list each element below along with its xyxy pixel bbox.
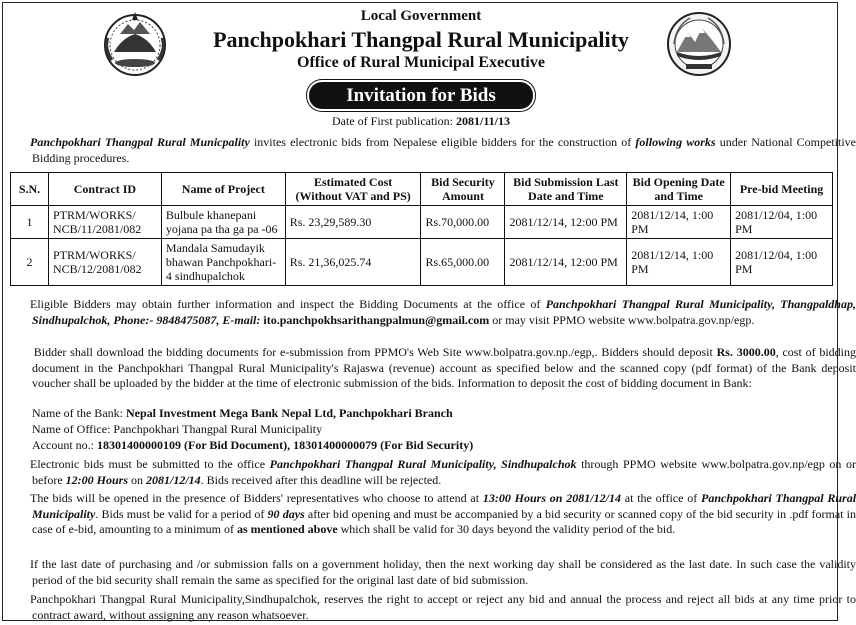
header-contract-id: Contract ID <box>48 173 161 206</box>
email-address: ito.panchpokhsarithangpalmun@gmail.com <box>260 312 490 327</box>
cell-project-name: Bulbule khanepani yojana pa tha ga pa -06 <box>161 206 285 239</box>
p5-text-d: after bid opening and must be accompanied by a bid security or scanned copy of the bid security in .pdf format in case of e-bid, amounting to a minimum of <box>32 506 856 537</box>
bank-name-value: Nepal Investment Mega Bank Nepal Ltd, Panchpokhari Branch <box>125 406 453 420</box>
p4-text-c: on <box>128 472 146 487</box>
p3-text-b: , cost of bidding document in the Panchpokhari Thangpal Rural Municipality's Rajaswa (revenue) account as specified below and the scanned copy (pdf format) of the Bank deposit voucher shall be uploaded by the bidder at the time of electronic submission of the bids. Information to deposit the cost of bidding document in Bank: <box>32 345 856 391</box>
header-office-name: Office of Rural Municipal Executive <box>297 54 545 71</box>
p4-text-b: through PPMO website www.bolpatra.gov.np/egp on or before <box>32 457 856 487</box>
cell-prebid-meeting: 2081/12/04, 1:00 PM <box>731 206 833 239</box>
paragraph-number <box>10 345 30 361</box>
paragraph-3 <box>10 345 856 392</box>
header-sn: S.N. <box>11 173 49 206</box>
p6-text: If the last date of purchasing and /or submission falls on a government holiday, then the next working day shall be considered as the last date. In such case the validity period of the bid security shall remain the same as specified for the original last date of bid submission. <box>30 557 856 587</box>
header-municipality-name: Panchpokhari Thangpal Rural Municipality <box>213 27 629 52</box>
cell-bid-security: Rs.65,000.00 <box>421 239 505 286</box>
table-header-row <box>11 173 833 206</box>
paragraph-number <box>10 297 30 313</box>
p1-text-b: under National Competitive Bidding procedures. <box>32 135 856 165</box>
bids-table <box>10 172 833 286</box>
publication-date-label: Date of First publication: <box>332 114 456 128</box>
p5-text-c: . Bids must be valid for a period of <box>95 506 268 521</box>
table-row <box>11 206 833 239</box>
header-project-name: Name of Project <box>161 173 285 206</box>
p4-text-a: Electronic bids must be submitted to the office <box>30 457 270 471</box>
deadline-date: 2081/12/14 <box>146 472 201 487</box>
opening-time: 13:00 Hours on 2081/12/14 <box>482 491 621 505</box>
header-bid-security: Bid Security Amount <box>421 173 505 206</box>
invitation-banner: Invitation for Bids <box>309 82 533 109</box>
cell-opening-date: 2081/12/14, 1:00 PM <box>627 206 731 239</box>
p7-text: Panchpokhari Thangpal Rural Municipality,Sindhupalchok, reserves the right to accept or reject any bid and annual the process and reject all bids at any time prior to contract award, without assigning any reason whatsoever. <box>30 592 856 622</box>
municipality-name: Panchpokhari Thangpal Rural Municpality <box>30 135 250 149</box>
p5-text-b: at the office of <box>620 491 702 505</box>
table-row <box>11 239 833 286</box>
deadline-time: 12:00 Hours <box>65 472 128 487</box>
cell-estimated-cost: Rs. 21,36,025.74 <box>285 239 421 286</box>
cell-prebid-meeting: 2081/12/04, 1:00 PM <box>731 239 833 286</box>
cell-submission-date: 2081/12/14, 12:00 PM <box>505 206 627 239</box>
paragraph-6 <box>10 557 856 588</box>
cell-bid-security: Rs.70,000.00 <box>421 206 505 239</box>
p2-text-a: Eligible Bidders may obtain further information and inspect the Bidding Documents at the office of <box>30 297 546 311</box>
mention-phrase: as mentioned above <box>236 522 338 537</box>
cell-contract-id: PTRM/WORKS/ NCB/12/2081/082 <box>48 239 161 286</box>
p5-text-a: The bids will be opened in the presence of Bidders' representatives who choose to attend at <box>30 491 483 505</box>
header-opening-date: Bid Opening Date and Time <box>627 173 731 206</box>
header-estimated-cost: Estimated Cost (Without VAT and PS) <box>285 173 421 206</box>
office-contact: Panchpokhari Thangpal Rural Municipality, Thangpaldhap, Sindhupalchok, Phone:- 9848475087, E-mail: <box>32 297 856 327</box>
paragraph-1 <box>10 135 856 166</box>
account-number-label: Account no.: <box>32 438 97 452</box>
paragraph-number <box>10 592 30 608</box>
paragraph-number <box>10 135 30 151</box>
document-cost: Rs. 3000.00 <box>716 345 776 359</box>
bank-name-line <box>10 406 856 422</box>
paragraph-5 <box>10 491 856 538</box>
cell-opening-date: 2081/12/14, 1:00 PM <box>627 239 731 286</box>
p3-text-a: Bidder shall download the bidding documents for e-submission from PPMO's Web Site www.bolpatra.gov.np./egp,. Bidders should deposit <box>30 345 717 359</box>
account-number-line <box>10 438 856 454</box>
cell-sn: 2 <box>11 239 49 286</box>
paragraph-7 <box>10 592 856 623</box>
publication-date <box>0 114 842 129</box>
p2-text-b: or may visit PPMO website www.bolpatra.gov.np/egp. <box>489 312 755 327</box>
cell-contract-id: PTRM/WORKS/ NCB/11/2081/082 <box>48 206 161 239</box>
office-name-line: Name of Office: Panchpokhari Thangpal Rural Municipality <box>32 422 323 436</box>
paragraph-number <box>10 457 30 473</box>
p4-text-d: . Bids received after this deadline will be rejected. <box>200 472 442 487</box>
validity-days: 90 days <box>267 506 305 521</box>
account-number-value: 18301400000109 (For Bid Document), 18301400000079 (For Bid Security) <box>97 438 474 452</box>
header-prebid-meeting: Pre-bid Meeting <box>731 173 833 206</box>
paragraph-4 <box>10 457 856 488</box>
bank-name-label: Name of the Bank: <box>32 406 126 420</box>
header-local-government: Local Government <box>360 8 482 24</box>
cell-project-name: Mandala Samudayik bhawan Panchpokhari-4 sindhupalchok <box>161 239 285 286</box>
paragraph-2 <box>10 297 856 328</box>
office-name: Panchpokhari Thangpal Rural Municipality <box>32 491 856 521</box>
office-name: Panchpokhari Thangpal Rural Municipality, Sindhupalchok <box>269 457 577 471</box>
cell-estimated-cost: Rs. 23,29,589.30 <box>285 206 421 239</box>
publication-date-value: 2081/11/13 <box>455 114 510 128</box>
p5-text-e: which shall be valid for 30 days beyond the validity period of the bid. <box>337 522 676 537</box>
header-submission-date: Bid Submission Last Date and Time <box>505 173 627 206</box>
cell-sn: 1 <box>11 206 49 239</box>
cell-submission-date: 2081/12/14, 12:00 PM <box>505 239 627 286</box>
works-phrase: following works <box>635 135 716 149</box>
p1-text-a: invites electronic bids from Nepalese eligible bidders for the construction of <box>249 135 636 149</box>
paragraph-number <box>10 491 30 507</box>
paragraph-number <box>10 557 30 573</box>
